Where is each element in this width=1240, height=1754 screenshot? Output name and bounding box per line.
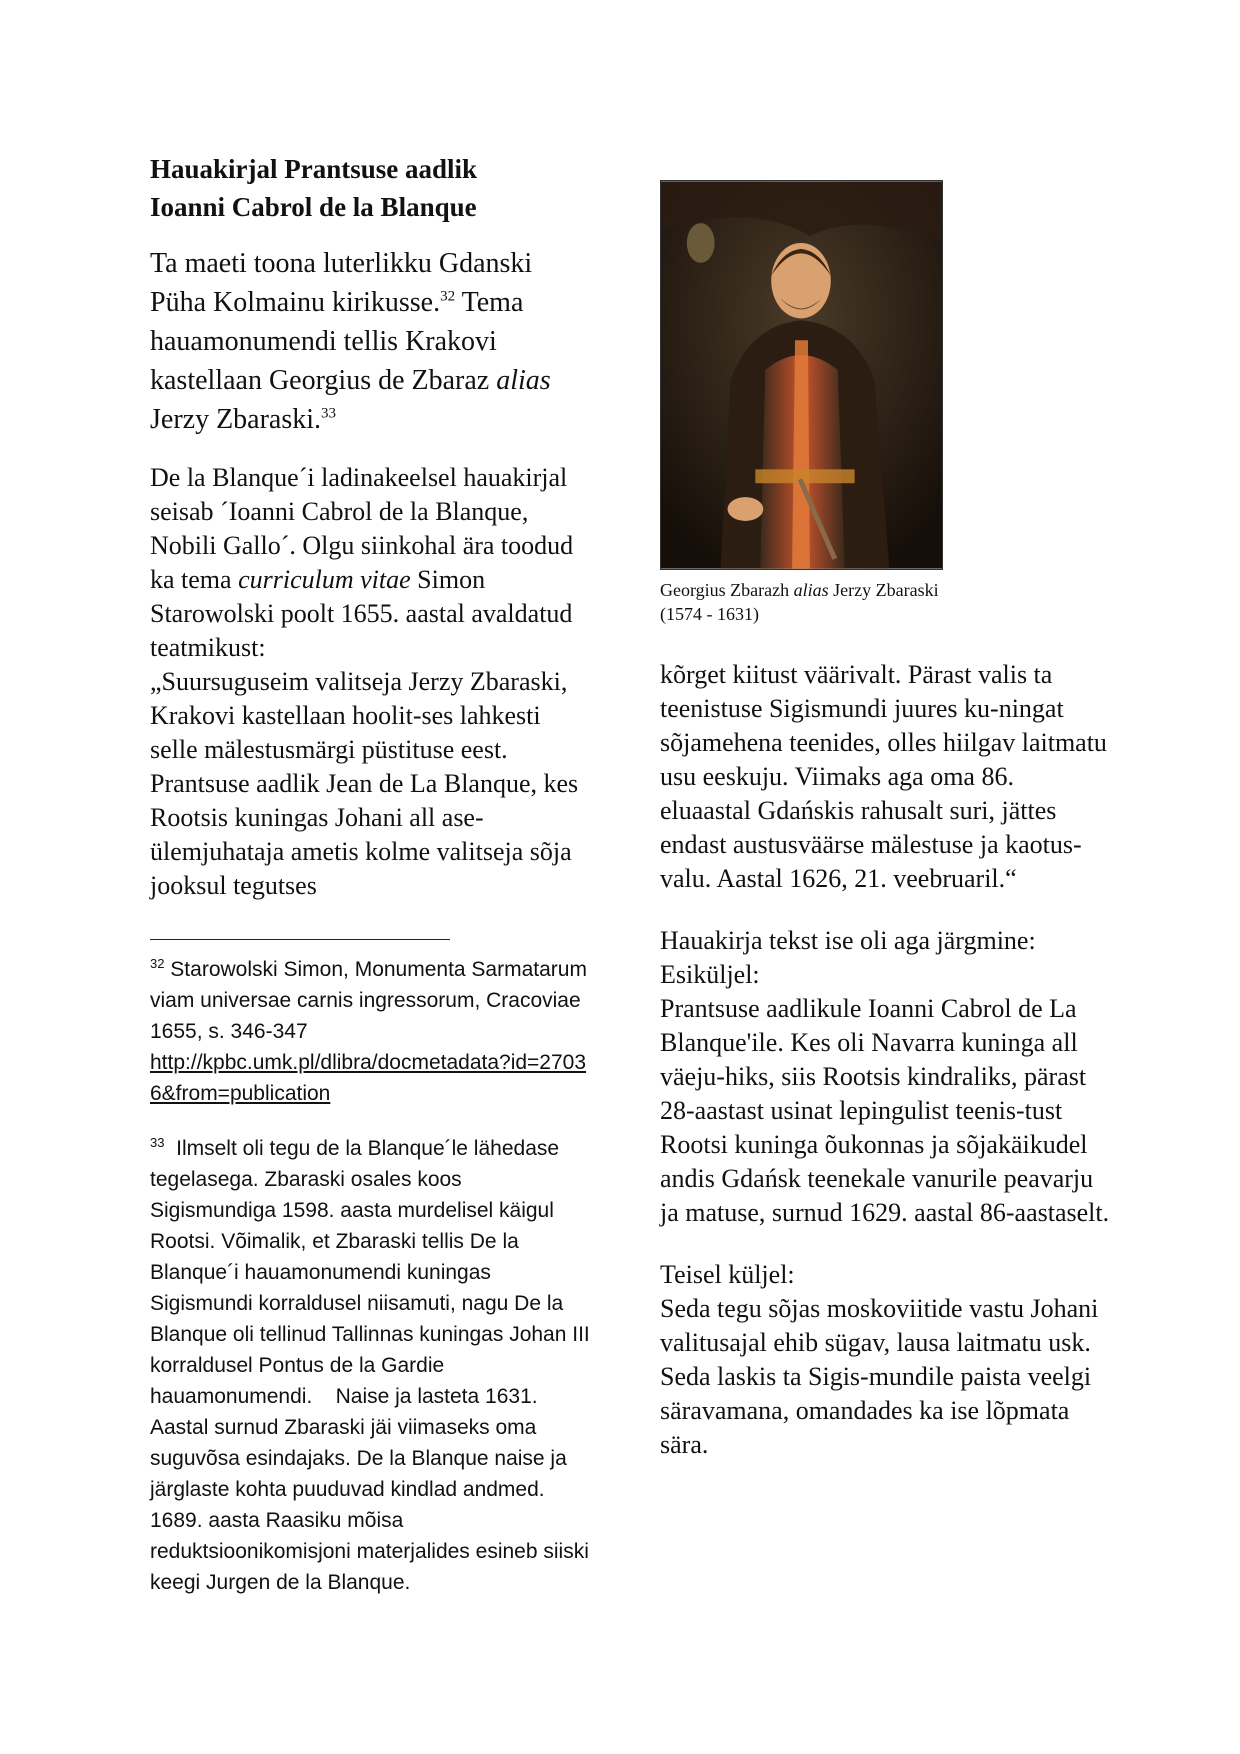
left-column [150, 150, 596, 1622]
lead-text-3: Jerzy Zbaraski. [150, 404, 322, 435]
caption-dates: (1574 - 1631) [660, 604, 759, 624]
caption-text-1: Georgius Zbarazh [660, 580, 794, 600]
back-text: Seda tegu sõjas moskoviitide vastu Johani valitusajal ehib sügav, lausa laitmatu usk. Seda laskis ta Sigis-mundile paista veelgi säravamana, omandades ka ise lõpmata sära. [660, 1294, 1099, 1459]
body-text-2: Simon Starowolski poolt 1655. aastal avaldatud teatmikust: [150, 565, 573, 662]
front-label: Esiküljel: [660, 960, 760, 989]
body-quote: „Suursuguseim valitseja Jerzy Zbaraski, Krakovi kastellaan hoolit-ses lahkesti selle mälestusmärgi püstituse eest. Prantsuse aadlik Jean de La Blanque, kes Rootsis kuningas Johani all ase-ülemjuhataja ametis kolme valitseja sõja jooksul tegutses [150, 667, 579, 900]
footnote-32 [150, 954, 590, 1109]
back-label: Teisel küljel: [660, 1260, 795, 1289]
body-italic: curriculum vitae [238, 565, 411, 594]
caption-alias: alias [793, 580, 829, 600]
body-text-1: De la Blanque´i ladinakeelsel hauakirjal seisab ´Ioanni Cabrol de la Blanque, Nobili Gallo´. Olgu siinkohal ära toodud ka tema [150, 463, 574, 594]
title-line-2: Ioanni Cabrol de la Blanque [150, 192, 477, 222]
footnote-ref-32[interactable]: 32 [440, 288, 456, 305]
quote-continuation-text: kõrget kiitust väärivalt. Pärast valis ta teenistuse Sigismundi juures ku-ningat sõjamehena teenides, olles hiilgav laitmatu usu eeskuju. Viimaks aga oma 86. eluaastal Gdańskis rahusalt suri, jättes endast austusväärse mälestuse ja kaotus-valu. Aastal 1626, 21. veebruaril.“ [660, 660, 1107, 893]
portrait-image [660, 180, 943, 570]
caption-text-2: Jerzy Zbaraski [828, 580, 939, 600]
inscription-back [660, 1258, 1110, 1462]
lead-text-2: Tema hauamonumendi tellis Krakovi kastellaan Georgius de Zbaraz [150, 287, 524, 396]
footnote-33 [150, 1133, 596, 1598]
quote-continuation [660, 658, 1110, 896]
lead-alias: alias [496, 365, 551, 396]
body-paragraph [150, 461, 590, 903]
footnote-ref-33[interactable]: 33 [321, 405, 337, 422]
inscription-front [660, 924, 1110, 1230]
front-text: Prantsuse aadlikule Ioanni Cabrol de La Blanque'ile. Kes oli Navarra kuninga all väeju-hiks, siis Rootsis kindraliks, pärast 28-aastast usinat lepingulist teenis-tust Rootsi kuninga õukonnas ja sõjakäikudel andis Gdańsk teenekale vanurile peavarju ja matuse, surnud 1629. aastal 86-aastaselt. [660, 994, 1110, 1227]
footnote-text: Starowolski Simon, Monumenta Sarmatarum viam universae carnis ingressorum, Cracoviae 1655, s. 346-347 [150, 958, 587, 1043]
lead-text-1: Ta maeti toona luterlikku Gdanski Püha Kolmainu kirikusse. [150, 248, 533, 318]
right-column [660, 180, 1110, 1462]
footnote-link[interactable]: http://kpbc.umk.pl/dlibra/docmetadata?id=27036&from=publication [150, 1051, 587, 1105]
footnote-text: Ilmselt oli tegu de la Blanque´le lähedase tegelasega. Zbaraski osales koos Sigismundiga 1598. aasta murdelisel käigul Rootsi. Võimalik, et Zbaraski tellis De la Blanque´i hauamonumendi kuningas Sigismundi korraldusel niisamuti, nagu De la Blanque oli tellinud Tallinnas kuningas Johan III korraldusel Pontus de la Gardie hauamonumendi. Naise ja lasteta 1631. Aastal surnud Zbaraski jäi viimaseks oma suguvõsa esindajaks. De la Blanque naise ja järglaste kohta puuduvad kindlad andmed. 1689. aasta Raasiku mõisa reduktsioonikomisjoni materjalides esineb siiski keegi Jurgen de la Blanque. [150, 1137, 596, 1594]
inscription-intro: Hauakirja tekst ise oli aga järgmine: [660, 926, 1036, 955]
footnote-number: 32 [150, 956, 165, 971]
portrait-caption [660, 578, 1110, 626]
footnote-divider [150, 939, 450, 940]
title-line-1: Hauakirjal Prantsuse aadlik [150, 154, 478, 184]
footnote-number: 33 [150, 1135, 165, 1150]
article-title [150, 150, 590, 226]
lead-paragraph [150, 244, 590, 439]
